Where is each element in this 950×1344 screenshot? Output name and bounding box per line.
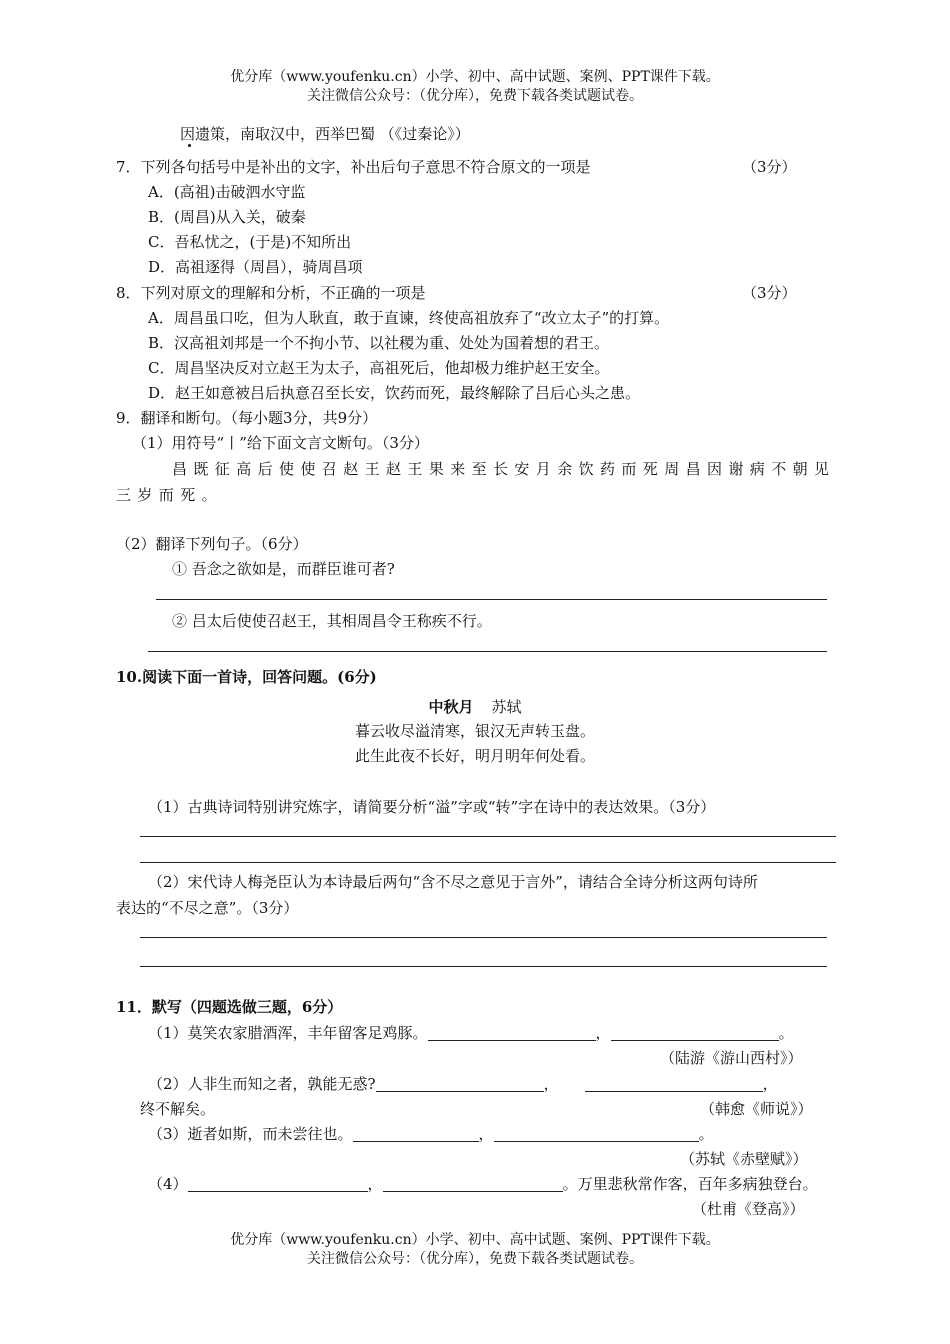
q7-stem: 7．下列各句括号中是补出的文字，补出后句子意思不符合原文的一项是 [116,158,591,176]
fill-blank[interactable] [188,1175,368,1192]
q10-sub2-line1: （2）宋代诗人梅尧臣认为本诗最后两句“含不尽之意见于言外”，请结合全诗分析这两句诗所 [148,873,758,891]
q9-part1-label: （1）用符号“丨”给下面文言文断句。（3分） [132,434,429,452]
q11-item2-source: （韩愈《师说》） [700,1100,813,1118]
fill-blank[interactable] [611,1024,779,1041]
q7-score: （3分） [742,158,797,176]
poem-title: 中秋月 [428,698,474,716]
q8-option-b: B．汉高祖刘邦是一个不拘小节、以社稷为重、处处为国着想的君王。 [148,334,610,352]
q10-sub1: （1）古典诗词特别讲究炼字，请简要分析“溢”字或“转”字在诗中的表达效果。（3分） [148,798,716,816]
q9-part2-sentence2: ② 吕太后使使召赵王，其相周昌令王称疾不行。 [172,612,492,630]
q7-option-a: A．(高祖)击破泗水守监 [148,183,306,201]
q11-item3-text: （3）逝者如斯，而未尝往也。 [148,1125,353,1143]
answer-line [140,862,836,863]
q11-item1-source: （陆游《游山西村》） [660,1049,803,1067]
footer-line-2: 关注微信公众号：（优分库），免费下载各类试题试卷。 [307,1251,643,1267]
q7-option-c: C．吾私忧之，(于是)不知所出 [148,233,352,251]
footer-line-1: 优分库（www.youfenku.cn）小学、初中、高中试题、案例、PPT课件下载。 [230,1232,720,1248]
q9-part1-passage-line1: 昌既征高后使使召赵王赵王果来至长安月余饮药而死周昌因谢病不朝见 [172,460,836,478]
q11-item3 [148,1123,714,1144]
q11-item1-comma: ， [595,1024,611,1042]
q8-option-c: C．周昌坚决反对立赵王为太子，高祖死后，他却极力维护赵王安全。 [148,359,610,377]
q11-item4 [148,1173,818,1194]
q8-score: （3分） [742,284,797,302]
q11-item1-text: （1）莫笑农家腊酒浑，丰年留客足鸡豚。 [148,1024,428,1042]
q8-option-a: A．周昌虽口吃，但为人耿直，敢于直谏，终使高祖放弃了“改立太子”的打算。 [148,309,670,327]
q11-item2-comma2: ， [762,1075,778,1093]
q7-option-b: B．(周昌)从入关，破秦 [148,208,306,226]
previous-question-line: 因遗策，南取汉中，西举巴蜀 （《过秦论》） [180,125,470,143]
q11-item4-comma: ， [367,1175,383,1193]
q11-item3-source: （苏轼《赤壁赋》） [680,1150,808,1168]
fill-blank[interactable] [428,1024,596,1041]
q11-item2 [148,1073,778,1094]
q10-stem: 10.阅读下面一首诗，回答问题。(6分) [116,668,377,686]
fill-blank[interactable] [585,1075,763,1092]
q11-item1 [148,1022,794,1043]
q9-part2-label: （2）翻译下列句子。（6分） [116,535,308,553]
fill-blank[interactable] [376,1075,544,1092]
q11-item3-end: 。 [698,1125,714,1143]
q11-item2-text: （2）人非生而知之者，孰能无惑? [148,1075,376,1093]
q11-item3-comma: ， [478,1125,494,1143]
q8-stem: 8．下列对原文的理解和分析，不正确的一项是 [116,284,426,302]
header-line-2: 关注微信公众号：（优分库），免费下载各类试题试卷。 [307,88,643,104]
fill-blank[interactable] [353,1125,479,1142]
emphasis-dot [188,144,191,147]
q11-item4-end: 。万里悲秋常作客，百年多病独登台。 [562,1175,818,1193]
fill-blank[interactable] [383,1175,563,1192]
poem-line-1: 暮云收尽溢清寒，银汉无声转玉盘。 [354,722,595,740]
q9-stem: 9．翻译和断句。（每小题3分，共9分） [116,409,378,427]
q11-item2-continuation: 终不解矣。 [140,1100,216,1118]
header-line-1: 优分库（www.youfenku.cn）小学、初中、高中试题、案例、PPT课件下载。 [230,69,720,85]
poem-heading [0,696,950,717]
q9-part2-sentence1: ① 吾念之欲如是，而群臣谁可者? [172,560,395,578]
q11-stem: 11．默写（四题选做三题，6分） [116,998,343,1016]
q11-item2-comma: ， [543,1075,559,1093]
q11-item1-end: 。 [778,1024,794,1042]
fill-blank[interactable] [494,1125,699,1142]
answer-line [140,966,827,967]
q7-option-d: D．高祖逐得（周昌），骑周昌项 [148,258,363,276]
answer-line [140,836,836,837]
q9-part1-passage-line2: 三岁而死。 [116,486,224,504]
answer-line [140,937,827,938]
q11-item4-label: （4） [148,1175,188,1193]
answer-line [156,599,827,600]
q11-item4-source: （杜甫《登高》） [692,1200,805,1218]
q8-option-d: D．赵王如意被吕后执意召至长安，饮药而死，最终解除了吕后心头之患。 [148,384,641,402]
answer-line [148,651,827,652]
poem-line-2: 此生此夜不长好，明月明年何处看。 [354,747,595,765]
poem-author: 苏轼 [491,698,522,716]
q10-sub2-line2: 表达的“不尽之意”。（3分） [116,899,299,917]
